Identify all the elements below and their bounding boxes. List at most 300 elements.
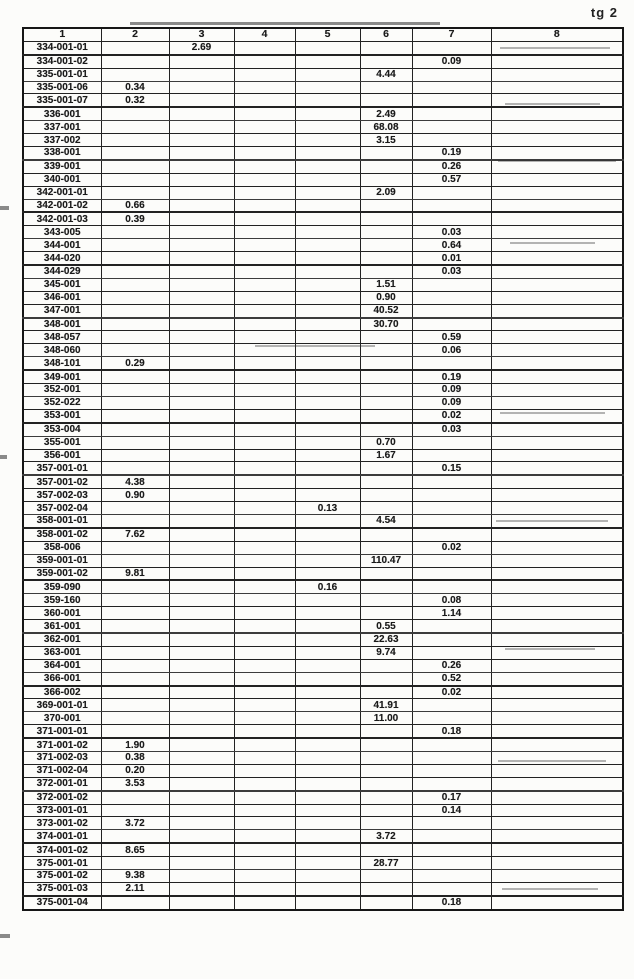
value-cell	[491, 226, 623, 239]
row-id-cell: 348-001	[23, 318, 101, 331]
table-row	[23, 409, 623, 422]
value-cell	[295, 370, 360, 383]
value-cell	[295, 304, 360, 317]
value-cell	[360, 199, 412, 212]
row-id-cell: 353-004	[23, 423, 101, 436]
value-cell	[295, 633, 360, 646]
row-id-cell: 345-001	[23, 278, 101, 291]
column-header: 7	[412, 28, 491, 41]
value-cell	[295, 777, 360, 790]
value-cell: 0.66	[101, 199, 169, 212]
value-cell	[412, 699, 491, 712]
row-id-cell: 359-090	[23, 580, 101, 593]
value-cell	[101, 252, 169, 265]
value-cell	[360, 541, 412, 554]
value-cell	[234, 436, 295, 449]
value-cell	[101, 607, 169, 620]
value-cell	[491, 633, 623, 646]
value-cell: 3.72	[101, 817, 169, 830]
value-cell: 0.09	[412, 55, 491, 68]
value-cell	[234, 344, 295, 357]
value-cell	[295, 226, 360, 239]
row-id-cell: 361-001	[23, 620, 101, 633]
value-cell: 0.19	[412, 147, 491, 160]
row-id-cell: 348-060	[23, 344, 101, 357]
value-cell	[295, 278, 360, 291]
value-cell	[491, 712, 623, 725]
row-id-cell: 358-006	[23, 541, 101, 554]
value-cell	[491, 436, 623, 449]
value-cell	[491, 199, 623, 212]
value-cell: 0.18	[412, 725, 491, 738]
value-cell	[169, 199, 234, 212]
row-id-cell: 340-001	[23, 173, 101, 186]
value-cell: 0.02	[412, 409, 491, 422]
value-cell	[491, 265, 623, 278]
value-cell	[491, 239, 623, 252]
value-cell	[295, 870, 360, 883]
value-cell	[234, 384, 295, 397]
value-cell: 0.09	[412, 396, 491, 409]
value-cell	[412, 646, 491, 659]
value-cell	[360, 882, 412, 895]
row-id-cell: 359-001-02	[23, 567, 101, 580]
value-cell	[234, 751, 295, 764]
value-cell	[360, 738, 412, 751]
value-cell	[295, 712, 360, 725]
table-row	[23, 554, 623, 567]
value-cell	[169, 55, 234, 68]
value-cell	[234, 160, 295, 173]
table-row	[23, 620, 623, 633]
value-cell	[169, 384, 234, 397]
value-cell	[101, 449, 169, 462]
value-cell: 1.67	[360, 449, 412, 462]
value-cell	[295, 896, 360, 910]
table-row	[23, 567, 623, 580]
value-cell	[360, 791, 412, 804]
value-cell: 2.11	[101, 882, 169, 895]
table-row	[23, 55, 623, 68]
value-cell	[412, 738, 491, 751]
value-cell	[491, 160, 623, 173]
row-id-cell: 358-001-02	[23, 528, 101, 541]
value-cell	[491, 94, 623, 107]
value-cell: 0.59	[412, 331, 491, 344]
value-cell	[234, 882, 295, 895]
value-cell	[412, 41, 491, 54]
value-cell	[101, 462, 169, 475]
value-cell	[412, 620, 491, 633]
value-cell	[169, 646, 234, 659]
value-cell: 0.20	[101, 764, 169, 777]
value-cell	[169, 712, 234, 725]
value-cell: 0.90	[360, 291, 412, 304]
row-id-cell: 357-001-01	[23, 462, 101, 475]
value-cell	[295, 843, 360, 856]
row-id-cell: 375-001-02	[23, 870, 101, 883]
table-row	[23, 751, 623, 764]
value-cell	[234, 567, 295, 580]
value-cell	[234, 81, 295, 94]
value-cell	[234, 777, 295, 790]
row-id-cell: 357-002-03	[23, 489, 101, 502]
value-cell	[169, 370, 234, 383]
value-cell	[101, 291, 169, 304]
value-cell	[234, 607, 295, 620]
value-cell: 0.19	[412, 370, 491, 383]
value-cell	[169, 489, 234, 502]
value-cell	[412, 318, 491, 331]
value-cell	[412, 528, 491, 541]
value-cell	[169, 186, 234, 199]
table-row	[23, 870, 623, 883]
row-id-cell: 348-101	[23, 357, 101, 370]
value-cell	[234, 462, 295, 475]
row-id-cell: 374-001-01	[23, 830, 101, 843]
value-cell	[360, 777, 412, 790]
value-cell: 0.90	[101, 489, 169, 502]
value-cell	[169, 725, 234, 738]
value-cell: 0.13	[295, 502, 360, 515]
table-row	[23, 304, 623, 317]
table-row	[23, 41, 623, 54]
value-cell	[101, 160, 169, 173]
value-cell	[234, 134, 295, 147]
value-cell	[412, 882, 491, 895]
table-row	[23, 514, 623, 527]
value-cell	[234, 817, 295, 830]
value-cell: 1.90	[101, 738, 169, 751]
value-cell: 0.18	[412, 896, 491, 910]
value-cell	[295, 462, 360, 475]
value-cell	[412, 278, 491, 291]
value-cell	[169, 659, 234, 672]
value-cell	[169, 804, 234, 817]
value-cell	[101, 804, 169, 817]
value-cell	[234, 594, 295, 607]
value-cell	[234, 423, 295, 436]
value-cell	[169, 160, 234, 173]
value-cell	[295, 423, 360, 436]
row-id-cell: 357-001-02	[23, 475, 101, 488]
value-cell: 1.51	[360, 278, 412, 291]
table-row	[23, 607, 623, 620]
table-row	[23, 659, 623, 672]
value-cell	[234, 475, 295, 488]
value-cell	[101, 226, 169, 239]
value-cell	[169, 686, 234, 699]
value-cell	[234, 173, 295, 186]
value-cell	[412, 357, 491, 370]
row-id-cell: 342-001-03	[23, 212, 101, 225]
value-cell	[295, 475, 360, 488]
value-cell	[169, 857, 234, 870]
value-cell	[101, 55, 169, 68]
value-cell	[101, 580, 169, 593]
value-cell	[360, 160, 412, 173]
value-cell	[491, 81, 623, 94]
value-cell	[491, 620, 623, 633]
value-cell	[412, 134, 491, 147]
value-cell	[169, 672, 234, 685]
value-cell	[491, 134, 623, 147]
value-cell: 22.63	[360, 633, 412, 646]
value-cell	[412, 764, 491, 777]
page-number-label: tg 2	[590, 5, 618, 20]
table-row	[23, 357, 623, 370]
value-cell	[491, 68, 623, 81]
value-cell	[101, 384, 169, 397]
value-cell	[360, 252, 412, 265]
value-cell	[234, 489, 295, 502]
value-cell	[360, 173, 412, 186]
value-cell	[491, 423, 623, 436]
value-cell	[412, 121, 491, 134]
row-id-cell: 353-001	[23, 409, 101, 422]
value-cell	[295, 252, 360, 265]
value-cell	[169, 409, 234, 422]
value-cell	[295, 751, 360, 764]
value-cell	[295, 94, 360, 107]
value-cell	[295, 436, 360, 449]
value-cell	[491, 41, 623, 54]
value-cell	[101, 173, 169, 186]
value-cell	[234, 620, 295, 633]
value-cell	[491, 462, 623, 475]
row-id-cell: 335-001-07	[23, 94, 101, 107]
value-cell	[491, 896, 623, 910]
row-id-cell: 337-002	[23, 134, 101, 147]
value-cell	[295, 607, 360, 620]
value-cell	[491, 830, 623, 843]
value-cell	[169, 462, 234, 475]
value-cell	[234, 55, 295, 68]
value-cell: 0.15	[412, 462, 491, 475]
value-cell	[360, 384, 412, 397]
value-cell	[101, 896, 169, 910]
value-cell	[234, 304, 295, 317]
value-cell	[295, 817, 360, 830]
column-header: 6	[360, 28, 412, 41]
value-cell	[234, 580, 295, 593]
value-cell	[101, 370, 169, 383]
value-cell	[491, 252, 623, 265]
value-cell	[491, 580, 623, 593]
value-cell	[169, 896, 234, 910]
value-cell: 0.01	[412, 252, 491, 265]
value-cell	[169, 882, 234, 895]
value-cell: 0.17	[412, 791, 491, 804]
value-cell: 2.09	[360, 186, 412, 199]
scan-artifact	[0, 455, 7, 459]
row-id-cell: 363-001	[23, 646, 101, 659]
value-cell	[491, 212, 623, 225]
value-cell	[234, 502, 295, 515]
table-row	[23, 489, 623, 502]
value-cell	[491, 370, 623, 383]
row-id-cell: 334-001-01	[23, 41, 101, 54]
value-cell	[491, 528, 623, 541]
row-id-cell: 352-022	[23, 396, 101, 409]
table-row	[23, 239, 623, 252]
value-cell	[295, 672, 360, 685]
value-cell	[234, 830, 295, 843]
value-cell	[295, 384, 360, 397]
value-cell	[491, 55, 623, 68]
value-cell: 2.69	[169, 41, 234, 54]
table-row	[23, 199, 623, 212]
value-cell: 0.26	[412, 160, 491, 173]
value-cell: 0.39	[101, 212, 169, 225]
value-cell	[491, 699, 623, 712]
row-id-cell: 358-001-01	[23, 514, 101, 527]
value-cell	[169, 265, 234, 278]
value-cell	[295, 567, 360, 580]
value-cell	[234, 870, 295, 883]
value-cell	[295, 318, 360, 331]
value-cell	[412, 502, 491, 515]
column-header: 5	[295, 28, 360, 41]
value-cell	[360, 672, 412, 685]
value-cell	[295, 265, 360, 278]
value-cell	[234, 699, 295, 712]
row-id-cell: 349-001	[23, 370, 101, 383]
value-cell	[295, 830, 360, 843]
value-cell	[412, 751, 491, 764]
value-cell	[101, 68, 169, 81]
value-cell: 3.72	[360, 830, 412, 843]
value-cell	[491, 554, 623, 567]
value-cell: 0.29	[101, 357, 169, 370]
value-cell	[234, 409, 295, 422]
value-cell	[169, 318, 234, 331]
value-cell	[360, 226, 412, 239]
value-cell: 3.15	[360, 134, 412, 147]
row-id-cell: 335-001-06	[23, 81, 101, 94]
value-cell	[234, 357, 295, 370]
column-header: 2	[101, 28, 169, 41]
value-cell	[234, 896, 295, 910]
value-cell	[101, 620, 169, 633]
column-header: 1	[23, 28, 101, 41]
value-cell	[295, 134, 360, 147]
value-cell	[234, 764, 295, 777]
value-cell	[169, 554, 234, 567]
table-row	[23, 843, 623, 856]
row-id-cell: 369-001-01	[23, 699, 101, 712]
value-cell	[101, 857, 169, 870]
row-id-cell: 342-001-02	[23, 199, 101, 212]
value-cell	[169, 436, 234, 449]
value-cell	[491, 291, 623, 304]
value-cell	[412, 304, 491, 317]
scan-artifact	[130, 22, 440, 25]
row-id-cell: 359-160	[23, 594, 101, 607]
table-row	[23, 278, 623, 291]
value-cell	[491, 567, 623, 580]
value-cell	[491, 777, 623, 790]
value-cell	[101, 672, 169, 685]
table-row	[23, 370, 623, 383]
value-cell: 0.57	[412, 173, 491, 186]
value-cell	[295, 344, 360, 357]
value-cell: 11.00	[360, 712, 412, 725]
value-cell: 110.47	[360, 554, 412, 567]
value-cell	[491, 396, 623, 409]
value-cell	[169, 68, 234, 81]
value-cell	[234, 646, 295, 659]
value-cell	[169, 304, 234, 317]
value-cell	[234, 672, 295, 685]
value-cell: 8.65	[101, 843, 169, 856]
value-cell	[101, 331, 169, 344]
row-id-cell: 335-001-01	[23, 68, 101, 81]
row-id-cell: 347-001	[23, 304, 101, 317]
value-cell	[412, 817, 491, 830]
value-cell	[295, 541, 360, 554]
value-cell	[169, 541, 234, 554]
value-cell	[234, 239, 295, 252]
row-id-cell: 366-001	[23, 672, 101, 685]
table-body	[23, 41, 623, 909]
value-cell	[491, 725, 623, 738]
value-cell	[360, 725, 412, 738]
value-cell	[234, 252, 295, 265]
value-cell	[491, 173, 623, 186]
row-id-cell: 357-002-04	[23, 502, 101, 515]
row-id-cell: 356-001	[23, 449, 101, 462]
table-row	[23, 147, 623, 160]
value-cell	[101, 791, 169, 804]
table-header	[23, 28, 623, 41]
value-cell: 4.44	[360, 68, 412, 81]
row-id-cell: 374-001-02	[23, 843, 101, 856]
value-cell	[360, 686, 412, 699]
value-cell	[295, 554, 360, 567]
value-cell	[169, 121, 234, 134]
row-id-cell: 375-001-03	[23, 882, 101, 895]
value-cell	[295, 882, 360, 895]
table-row	[23, 528, 623, 541]
value-cell	[234, 226, 295, 239]
value-cell	[360, 580, 412, 593]
row-id-cell: 371-002-04	[23, 764, 101, 777]
value-cell	[101, 186, 169, 199]
value-cell	[169, 777, 234, 790]
value-cell	[169, 633, 234, 646]
header-row	[23, 28, 623, 41]
value-cell	[491, 764, 623, 777]
value-cell	[101, 265, 169, 278]
value-cell	[360, 607, 412, 620]
scan-artifact	[0, 206, 9, 210]
value-cell	[491, 857, 623, 870]
value-cell	[101, 436, 169, 449]
value-cell	[234, 186, 295, 199]
value-cell	[169, 817, 234, 830]
value-cell	[295, 738, 360, 751]
value-cell	[169, 212, 234, 225]
value-cell	[169, 396, 234, 409]
value-cell: 0.70	[360, 436, 412, 449]
row-id-cell: 366-002	[23, 686, 101, 699]
table-row	[23, 265, 623, 278]
value-cell	[234, 291, 295, 304]
row-id-cell: 372-001-02	[23, 791, 101, 804]
value-cell	[295, 764, 360, 777]
value-cell	[295, 186, 360, 199]
